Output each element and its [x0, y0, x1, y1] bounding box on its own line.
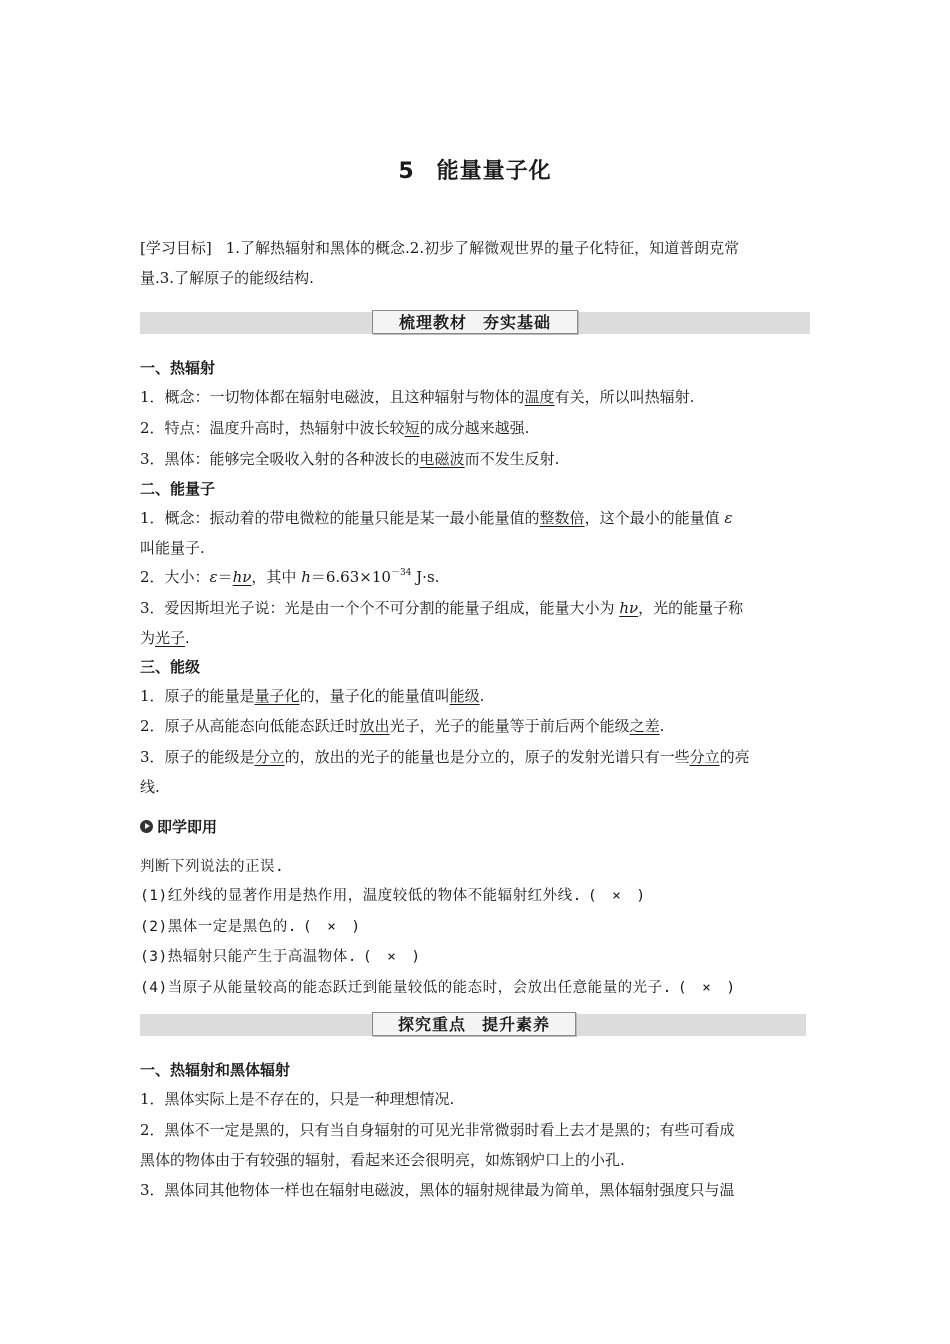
- blank-answer: 光子: [155, 629, 186, 647]
- text-line: 叫能量子.: [140, 539, 205, 557]
- text-line: 黑体的物体由于有较强的辐射，看起来还会很明亮，如炼钢炉口上的小孔.: [140, 1151, 625, 1169]
- text-line: 1．原子的能量是量子化的，量子化的能量值叫能级.: [140, 687, 485, 705]
- practice-heading: 即学即用: [140, 817, 217, 837]
- section-banner-1: [140, 312, 810, 334]
- section-heading-blackbody: 一、热辐射和黑体辐射: [140, 1061, 291, 1079]
- chapter-number: 5: [398, 159, 415, 184]
- judgment-item-1: (1)红外线的显著作用是热作用，温度较低的物体不能辐射红外线. ( × ): [140, 888, 646, 904]
- answer-mark: ( × ): [302, 919, 361, 935]
- section-heading-heat-radiation: 一、热辐射: [140, 359, 216, 377]
- learning-objectives-line-2: 量.3.了解原子的能级结构.: [140, 269, 314, 287]
- blank-answer: 分立: [689, 748, 720, 766]
- page-title: [140, 154, 810, 185]
- answer-mark: ( × ): [587, 888, 646, 904]
- text-line: 线.: [140, 778, 160, 796]
- text-line: 2．特点：温度升高时，热辐射中波长较短的成分越来越强.: [140, 419, 530, 437]
- text-line: 1．黑体实际上是不存在的，只是一种理想情况.: [140, 1090, 455, 1108]
- judgment-item-3: (3)热辐射只能产生于高温物体. ( × ): [140, 949, 421, 965]
- section-banner-2: [140, 1014, 806, 1036]
- blank-answer: 之差: [629, 717, 660, 735]
- chapter-title: 能量量子化: [436, 159, 552, 184]
- text-line: 3．黑体同其他物体一样也在辐射电磁波，黑体的辐射规律最为简单，黑体辐射强度只与温: [140, 1181, 735, 1199]
- blank-answer: 短: [404, 419, 420, 437]
- section-heading-energy-quantum: 二、能量子: [140, 480, 216, 498]
- text-line: 3．爱因斯坦光子说：光是由一个个不可分割的能量子组成，能量大小为 hν，光的能量子称: [140, 599, 744, 617]
- blank-answer: 量子化: [254, 687, 300, 705]
- answer-mark: ( × ): [362, 949, 421, 965]
- learning-objectives-line-1: [学习目标] 1.了解热辐射和黑体的概念.2.初步了解微观世界的量子化特征，知道普朗克常: [140, 239, 740, 257]
- section-heading-energy-levels: 三、能级: [140, 658, 201, 676]
- text-line: 1．概念：一切物体都在辐射电磁波，且这种辐射与物体的温度有关，所以叫热辐射.: [140, 388, 695, 406]
- banner-label-box: 梳理教材 夯实基础: [372, 310, 578, 334]
- judgment-item-4: (4)当原子从能量较高的能态跃迁到能量较低的能态时，会放出任意能量的光子. ( × ): [140, 980, 736, 996]
- text-line: 3．黑体：能够完全吸收入射的各种波长的电磁波而不发生反射.: [140, 450, 560, 468]
- blank-answer: 温度: [524, 388, 555, 406]
- blank-answer: 整数倍: [539, 509, 585, 527]
- play-circle-icon: [140, 820, 153, 833]
- text-line: 为光子.: [140, 629, 190, 647]
- blank-answer: 放出: [359, 717, 390, 735]
- judgment-item-2: (2)黑体一定是黑色的. ( × ): [140, 919, 361, 935]
- text-line: 2．大小：ε＝hν，其中 $h=6.63\times 10^{-34}$ J·s.: [140, 568, 440, 586]
- objectives-label: [学习目标]: [140, 239, 212, 257]
- text-line: 1．概念：振动着的带电微粒的能量只能是某一最小能量值的整数倍，这个最小的能量值 ε: [140, 509, 733, 527]
- blank-answer: 分立: [254, 748, 285, 766]
- text-line: 2．原子从高能态向低能态跃迁时放出光子，光子的能量等于前后两个能级之差.: [140, 717, 665, 735]
- blank-answer: hν: [619, 599, 639, 617]
- blank-answer: hν: [232, 568, 252, 586]
- blank-answer: 电磁波: [419, 450, 465, 468]
- blank-answer: 能级: [449, 687, 480, 705]
- answer-mark: ( × ): [677, 980, 736, 996]
- text-line: 3．原子的能级是分立的，放出的光子的能量也是分立的，原子的发射光谱只有一些分立的亮: [140, 748, 750, 766]
- banner-label-box: 探究重点 提升素养: [372, 1012, 576, 1036]
- text-line: 2．黑体不一定是黑的，只有当自身辐射的可见光非常微弱时看上去才是黑的；有些可看成: [140, 1121, 735, 1139]
- practice-intro: 判断下列说法的正误.: [140, 859, 285, 875]
